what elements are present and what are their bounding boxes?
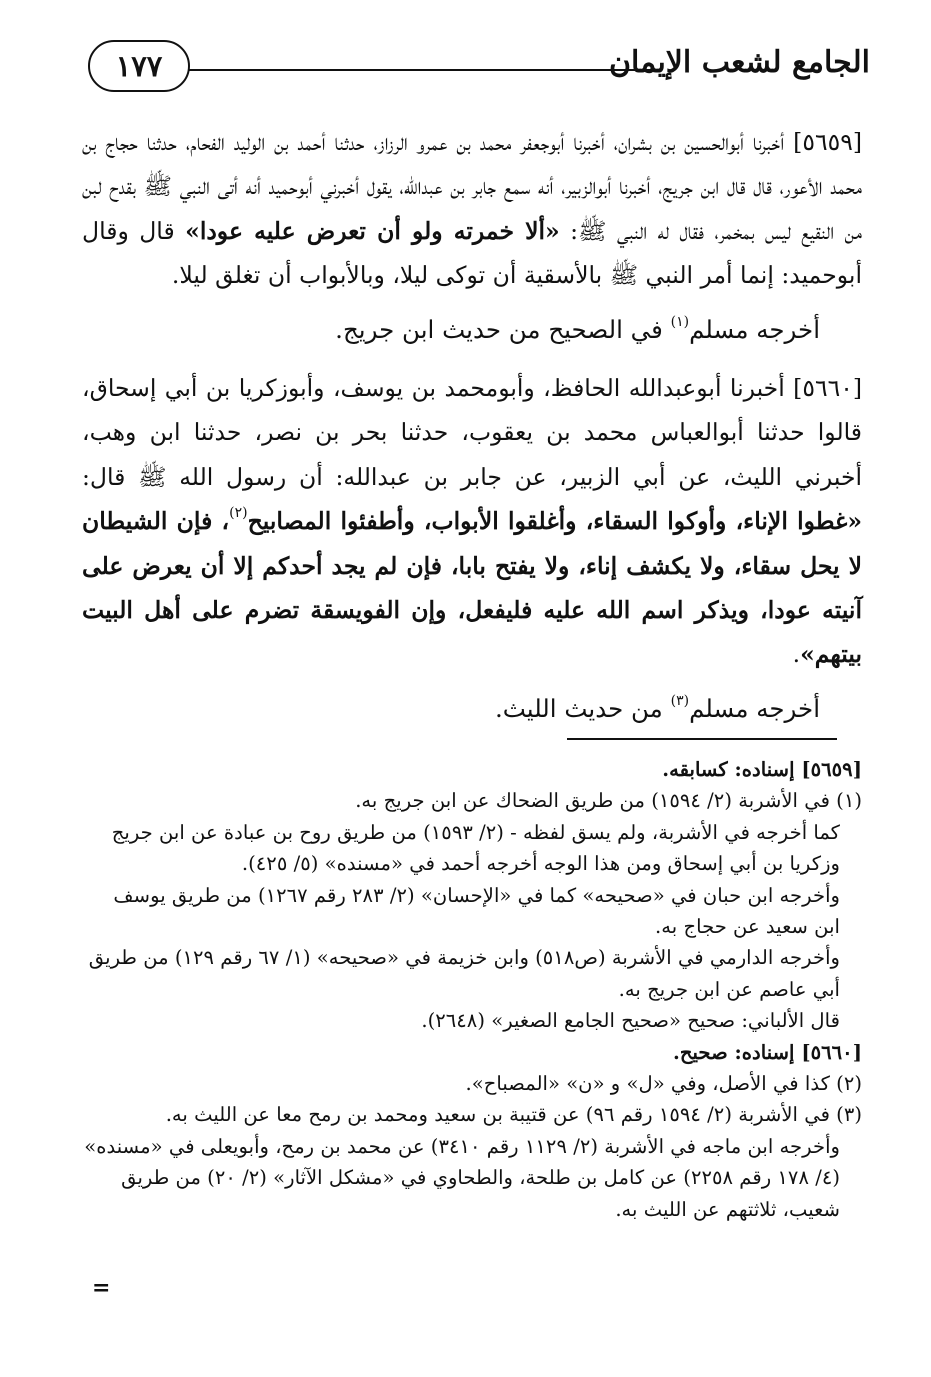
footnote-ref-2: (٢): [229, 505, 248, 522]
hadith-5660-prophetic-words-2: ، فإن الشيطان لا يحل سقاء، ولا يكشف إناء، ولا يفتح بابا، فإن لم يجد أحدكم إلا أن يعرض على آنيته عودا، ويذكر اسم الله عليه فليفعل، وإن الفويسقة تضرم على أهل البيت بيتهم»: [82, 507, 862, 669]
footnote-ref-3: (٣): [670, 692, 690, 709]
footnote-1-para-3: وأخرجه ابن حبان في «صحيحه» كما في «الإحسان» (٢/ ٢٨٣ رقم ١٢٦٧) من طريق يوسف ابن سعيد عن حجاج به.: [113, 883, 840, 939]
hadith-5659-text: [٥٦٥٩] أخبرنا أبوالحسين بن بشران، أخبرنا أبوجعفر محمد بن عمرو الرزاز، حدثنا أحمد بن الوليد الفحام، حدثنا حجاج بن محمد الأعور، قال قال ابن جريج، أخبرنا أبوالزبير، أنه سمع جابر بن عبدالله، يقول أخبرني أبوحميد أنه أتى النبي ﷺ بقدح لبن من النقيع ليس بمخمر، فقال له النبي ﷺ:: [82, 128, 862, 245]
takhrij-5659: [82, 308, 862, 352]
header-rule: [188, 69, 658, 71]
footnote-1-para-5: قال الألباني: صحيح «صحيح الجامع الصغير» (٢٦٤٨).: [421, 1009, 840, 1033]
hadith-5659-after: قال وقال أبوحميد: إنما أمر النبي ﷺ بالأسقية أن توكى ليلا، وبالأبواب أن تغلق ليلا.: [82, 216, 862, 290]
hadith-5660-prophetic-words-1: «غطوا الإناء، وأوكوا السقاء، وأغلقوا الأبواب، وأطفئوا المصابيح: [247, 507, 863, 536]
footnote-2: (٢) كذا في الأصل، وفي «ل» و «ن» «المصباح».: [465, 1072, 862, 1096]
takhrij-5659-after: في الصحيح من حديث ابن جريج.: [335, 314, 671, 344]
footnote-1-para-2: كما أخرجه في الأشربة، ولم يسق لفظه - (٢/ ١٥٩٣) من طريق روح بن عبادة عن ابن جريج وزكريا بن أبي إسحاق ومن هذا الوجه أخرجه أحمد في «مسنده» (٥/ ٤٢٥).: [111, 820, 840, 876]
footnote-3-para-2: وأخرجه ابن ماجه في الأشربة (٢/ ١١٢٩ رقم ٣٤١٠) عن محمد بن رمح، وأبويعلى في «مسنده» (٤/ ١٧٨ رقم ٢٢٥٨) عن كامل بن طلحة، والطحاوي في «مشكل الآثار» (٢/ ٢٠) من طريق شعيب، ثلاثتهم عن الليث به.: [84, 1134, 840, 1221]
running-title: الجامع لشعب الإيمان: [608, 45, 870, 80]
page-number: ١٧٧: [88, 40, 190, 92]
takhrij-5659-before: أخرجه مسلم: [689, 314, 820, 344]
isnad-5659: [٥٦٥٩] إسناده: كسابقه.: [662, 758, 862, 781]
main-text: [82, 120, 862, 745]
footnote-ref-1: (١): [670, 313, 690, 330]
footnote-1-para-4: وأخرجه الدارمي في الأشربة (ص٥١٨) وابن خزيمة في «صحيحه» (١/ ٦٧ رقم ١٢٩) من طريق أبي عاصم عن ابن جريج به.: [88, 946, 840, 1001]
footnotes: [82, 754, 862, 1225]
footnote-separator: [567, 738, 837, 740]
takhrij-5660: [82, 687, 862, 731]
hadith-5660-text: [٥٦٦٠] أخبرنا أبوعبدالله الحافظ، وأبومحمد بن يوسف، وأبوزكريا بن أبي إسحاق، قالوا حدثنا أبوالعباس محمد بن يعقوب، حدثنا بحر بن نصر، حدثنا ابن وهب، أخبرني الليث، عن أبي الزبير، عن جابر بن عبدالله: أن رسول الله ﷺ قال:: [82, 374, 862, 491]
hadith-5659-prophetic-words: «ألا خمرته ولو أن تعرض عليه عودا»: [185, 216, 560, 245]
takhrij-5660-before: أخرجه مسلم: [689, 693, 820, 723]
page-header: [72, 38, 870, 98]
continuation-mark: =: [92, 1275, 111, 1301]
hadith-5660-after: .: [792, 640, 801, 669]
takhrij-5660-after: من حديث الليث.: [494, 693, 671, 723]
hadith-5659: [82, 120, 862, 298]
isnad-5660: [٥٦٦٠] إسناده: صحيح.: [673, 1040, 862, 1064]
footnote-1: (١) في الأشربة (٢/ ١٥٩٤) من طريق الضحاك عن ابن جريج به.: [355, 789, 862, 813]
footnote-3: (٣) في الأشربة (٢/ ١٥٩٤ رقم ٩٦) عن قتيبة بن سعيد ومحمد بن رمح معا عن الليث به.: [165, 1103, 862, 1127]
hadith-5660: [82, 366, 862, 677]
